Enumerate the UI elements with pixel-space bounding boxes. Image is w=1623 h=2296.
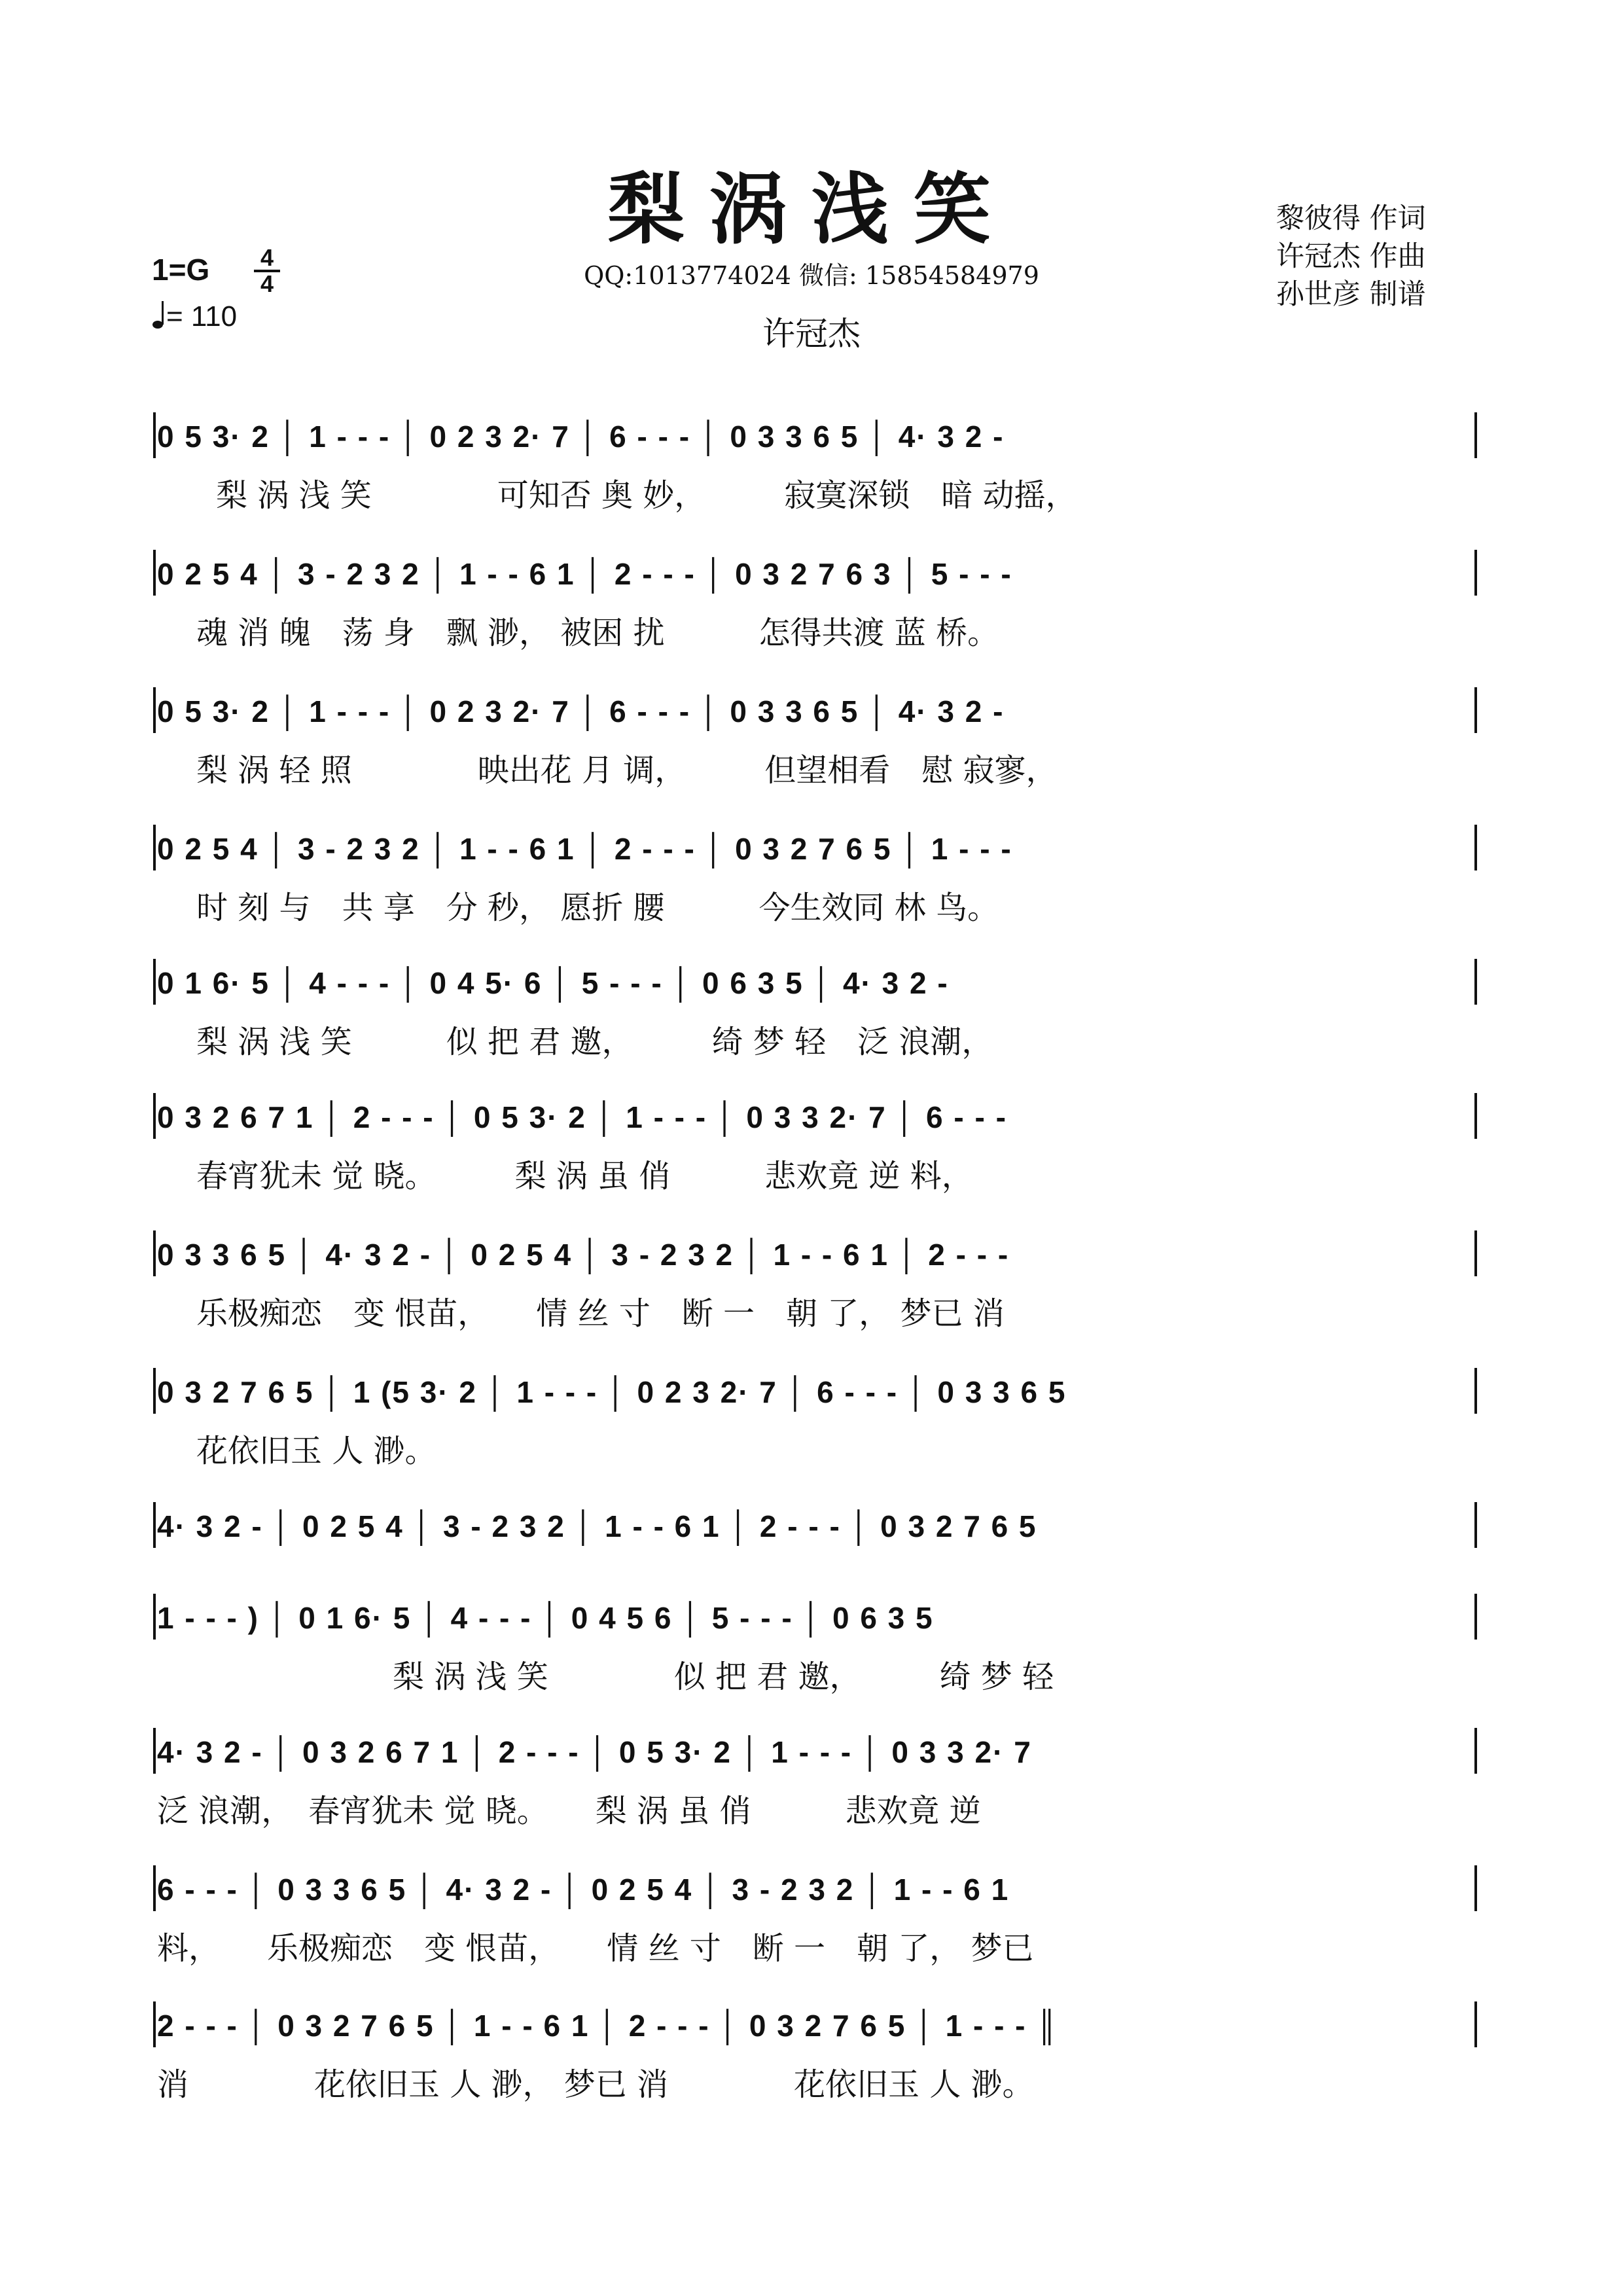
key-signature: 1=G [152,253,210,287]
lyric-line-3: 梨 涡 轻 照 映出花 月 调， 但望相看 慰 寂寥， [196,752,1058,789]
notes-line-9: 4· 3 2 - │ 0 2 5 4 │ 3 - 2 3 2 │ 1 - - 6 1 │ 2 - - - │ 0 3 2 7 6 5 [157,1509,1037,1543]
notes-line-3: 0 5 3· 2 │ 1 - - - │ 0 2 3 2· 7 │ 6 - - - │ 0 3 3 6 5 │ 4· 3 2 - [157,694,1005,728]
time-signature-top: 4 [260,244,274,271]
lyric-line-4: 时 刻 与 共 享 分 秒， 愿折 腰 今生效同 林 鸟。 [196,889,999,926]
lyricist-credit: 黎彼得 作词 [1276,202,1426,235]
notes-line-4: 0 2 5 4 │ 3 - 2 3 2 │ 1 - - 6 1 │ 2 - - - │ 0 3 2 7 6 5 │ 1 - - - [157,832,1012,866]
notes-line-12: 6 - - - │ 0 3 3 6 5 │ 4· 3 2 - │ 0 2 5 4 │ 3 - 2 3 2 │ 1 - - 6 1 [157,1873,1010,1907]
transcriber-credit: 孙世彦 制谱 [1276,278,1426,311]
composer-credit: 许冠杰 作曲 [1276,240,1426,273]
notes-line-6: 0 3 2 6 7 1 │ 2 - - - │ 0 5 3· 2 │ 1 - - - │ 0 3 3 2· 7 │ 6 - - - [157,1100,1007,1134]
lyric-line-11: 泛 浪潮， 春宵犹未 觉 晓。 梨 涡 虽 俏 悲欢竟 逆 [157,1793,981,1829]
singer-name: 许冠杰 [762,315,861,353]
notes-line-8: 0 3 2 7 6 5 │ 1 (5 3· 2 │ 1 - - - │ 0 2 3 2· 7 │ 6 - - - │ 0 3 3 6 5 [157,1375,1067,1409]
notes-line-11: 4· 3 2 - │ 0 3 2 6 7 1 │ 2 - - - │ 0 5 3· 2 │ 1 - - - │ 0 3 3 2· 7 [157,1735,1032,1769]
notes-line-1: 0 5 3· 2 │ 1 - - - │ 0 2 3 2· 7 │ 6 - - - │ 0 3 3 6 5 │ 4· 3 2 - [157,420,1005,454]
lyric-line-1: 梨 涡 浅 笑 可知否 奥 妙， 寂寞深锁 暗 动摇， [216,477,1077,514]
lyric-line-2: 魂 消 魄 荡 身 飘 渺， 被困 扰 怎得共渡 蓝 桥。 [196,615,999,651]
lyric-line-6: 春宵犹未 觉 晓。 梨 涡 虽 俏 悲欢竟 逆 料， [196,1158,973,1194]
contact-info: QQ:1013774024 微信: 15854584979 [584,261,1039,290]
lyric-line-5: 梨 涡 浅 笑 似 把 君 邀， 绮 梦 轻 泛 浪潮， [196,1024,993,1060]
lyric-line-8: 花依旧玉 人 渺。 [196,1433,437,1469]
notes-line-10: 1 - - - ) │ 0 1 6· 5 │ 4 - - - │ 0 4 5 6 │ 5 - - - │ 0 6 3 5 [157,1601,934,1635]
lyric-line-7: 乐极痴恋 变 恨苗， 情 丝 寸 断 一 朝 了， 梦已 消 [196,1295,1005,1332]
lyric-line-12: 料， 乐极痴恋 变 恨苗， 情 丝 寸 断 一 朝 了， 梦已 [157,1930,1034,1967]
lyric-line-13: 消 花依旧玉 人 渺， 梦已 消 花依旧玉 人 渺。 [157,2066,1034,2103]
song-title: 梨涡浅笑 [607,164,1016,255]
notes-line-2: 0 2 5 4 │ 3 - 2 3 2 │ 1 - - 6 1 │ 2 - - - │ 0 3 2 7 6 3 │ 5 - - - [157,557,1012,591]
notes-line-13: 2 - - - │ 0 3 2 7 6 5 │ 1 - - 6 1 │ 2 - - - │ 0 3 2 7 6 5 │ 1 - - - ║ [157,2009,1059,2043]
notes-line-5: 0 1 6· 5 │ 4 - - - │ 0 4 5· 6 │ 5 - - - │ 0 6 3 5 │ 4· 3 2 - [157,966,949,1000]
lyric-line-10: 梨 涡 浅 笑 似 把 君 邀， 绮 梦 轻 [393,1659,1054,1695]
tempo-value: = 110 [166,300,238,333]
notes-line-7: 0 3 3 6 5 │ 4· 3 2 - │ 0 2 5 4 │ 3 - 2 3 2 │ 1 - - 6 1 │ 2 - - - [157,1238,1010,1272]
time-signature-bottom: 4 [260,270,274,297]
